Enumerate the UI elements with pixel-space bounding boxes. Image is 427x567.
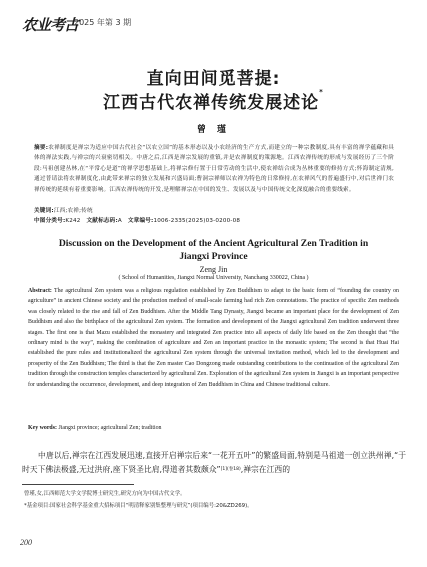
abstract-cn-text: 农禅制度是禅宗为适应中国古代社会“以农立国”的基本形态以及小农经济的生产方式,而建立的一种宗教制度,具有丰富的禅学蕴藏和具体的禅法实践,与禅宗的兴衰密切相关。中唐之后,江西是禅宗发展的重镇,并是农禅制度的策源地。江西农禅传统的形成与发展经历了三个阶段:马祖创建丛林,在“平常心是道”的禅学思想基础上,将禅宗修行置于日常劳动的生活中,使农禅结合成为丛林重要的修持方式;怀海制定清规,通过普请法将农禅制度化,由此带来禅宗的独立发展和兴盛局面;曹洞宗禅师以农禅为特色的日常修持,在农禅风气的普遍盛行中,对后世禅门农禅传统的延续有着重要影响。江西农禅传统的开发,是理解禅宗在中国的发生、发展以及与中国传统文化深度融合的重要线索。	[34, 145, 394, 193]
article-id-value: 1006-2335(2025)03-0200-08	[153, 218, 241, 224]
title-cn-line2-text: 江西古代农禅传统发展述论	[103, 93, 320, 113]
doc-code-value: A	[117, 218, 122, 224]
abstract-en-text: The agricultural Zen system was a religious regulation established by Zen Buddhism to adapt to the basic form of “founding the country on agriculture” in ancient Chinese society and the production method of small-scale farming had rich Zen connotations. The practice of specific Zen methods was closely related to the rise and fall of Zen Buddhism. After the Middle Tang Dynasty, Jiangxi became an important place for the development of Zen Buddhism and also the birthplace of the agricultural Zen system. The formation and development of the Jiangxi agricultural Zen tradition underwent three stages. The first one is that Mazu established the monastery and integrated Zen practice into all aspects of daily life based on the Zen thought that “the ordinary mind is the way”, making the combination of agriculture and Zen an important practice in the monastic system; The second is that Huai Hai established the pure rules and institutionalized the agricultural Zen system through the universal invitation method, which led to the development and prosperity of the Zen Buddhism; The third is that the Zen master Cao Dongzong made outstanding contributions to the continuation of the agricultural Zen tradition through the construction temples characterized by agricultural Zen. Exploration of the agricultural Zen system in Jiangxi is an important perspective for understanding the occurrence, development, and deep integration of Zen Buddhism in China and Chinese traditional culture.	[28, 288, 399, 388]
affiliation-en: ( School of Humanities, Jiangxi Normal University, Nanchang 330022, China )	[118, 275, 309, 281]
abstract-cn	[34, 143, 394, 195]
body-paragraph	[22, 449, 406, 476]
body-text-start: 中唐以后,禅宗在江西发展迅速,直接开启禅宗后来“一花开五叶”的繁盛局面,特别是马祖道一创立洪州禅,“于时天下佛法极盛,无过洪府,座下贤圣比肩,得道者其数颇众”	[22, 451, 406, 474]
body-text-end: ,禅宗在江西的	[240, 464, 290, 474]
abstract-cn-label: 摘要:	[34, 145, 49, 151]
doc-code-label: 文献标志码:	[86, 218, 118, 224]
keywords-en	[28, 423, 399, 433]
keywords-en-text: Jiangxi province; agricultural Zen; tradition	[58, 425, 162, 431]
footnote-fund: *基金项目:国家社会科学基金重大招标项目“明清释家别集整理与研究”(项目编号:20&ZD269)。	[24, 503, 253, 509]
title-en-line1: Discussion on the Development of the Ancient Agricultural Zen Tradition in	[58, 238, 369, 249]
keywords-cn-text: 江西;农禅;传统	[53, 208, 93, 214]
journal-logo: 农业考古	[22, 16, 79, 34]
title-cn-line2	[0, 88, 427, 113]
author-cn: 曾 瑾	[196, 125, 231, 135]
author-en: Zeng Jin	[199, 265, 228, 274]
keywords-en-label: Key words:	[28, 425, 57, 431]
abstract-en-label: Abstract:	[28, 288, 52, 294]
keywords-cn	[34, 206, 394, 216]
article-id-label: 文章编号:	[127, 218, 154, 224]
footnote-author: 曾瑾,女,江西师范大学文学院博士研究生,研究方向为中国古代文学。	[24, 491, 186, 497]
title-cn-line1: 直向田间觅菩提:	[146, 69, 281, 89]
keywords-cn-label: 关键词:	[34, 208, 54, 214]
abstract-en	[28, 286, 399, 390]
clc-label: 中图分类号:	[34, 218, 66, 224]
classification-info	[34, 216, 394, 226]
title-en-line2: Jiangxi Province	[179, 251, 248, 262]
clc-value: K242	[65, 218, 81, 224]
issue-label: 2025 年第 3 期	[74, 18, 132, 27]
page-number: 200	[20, 538, 32, 547]
footnote-divider	[22, 484, 134, 485]
title-footnote-mark: *	[319, 88, 324, 96]
citation-marker: [1](卷18)	[220, 466, 241, 472]
